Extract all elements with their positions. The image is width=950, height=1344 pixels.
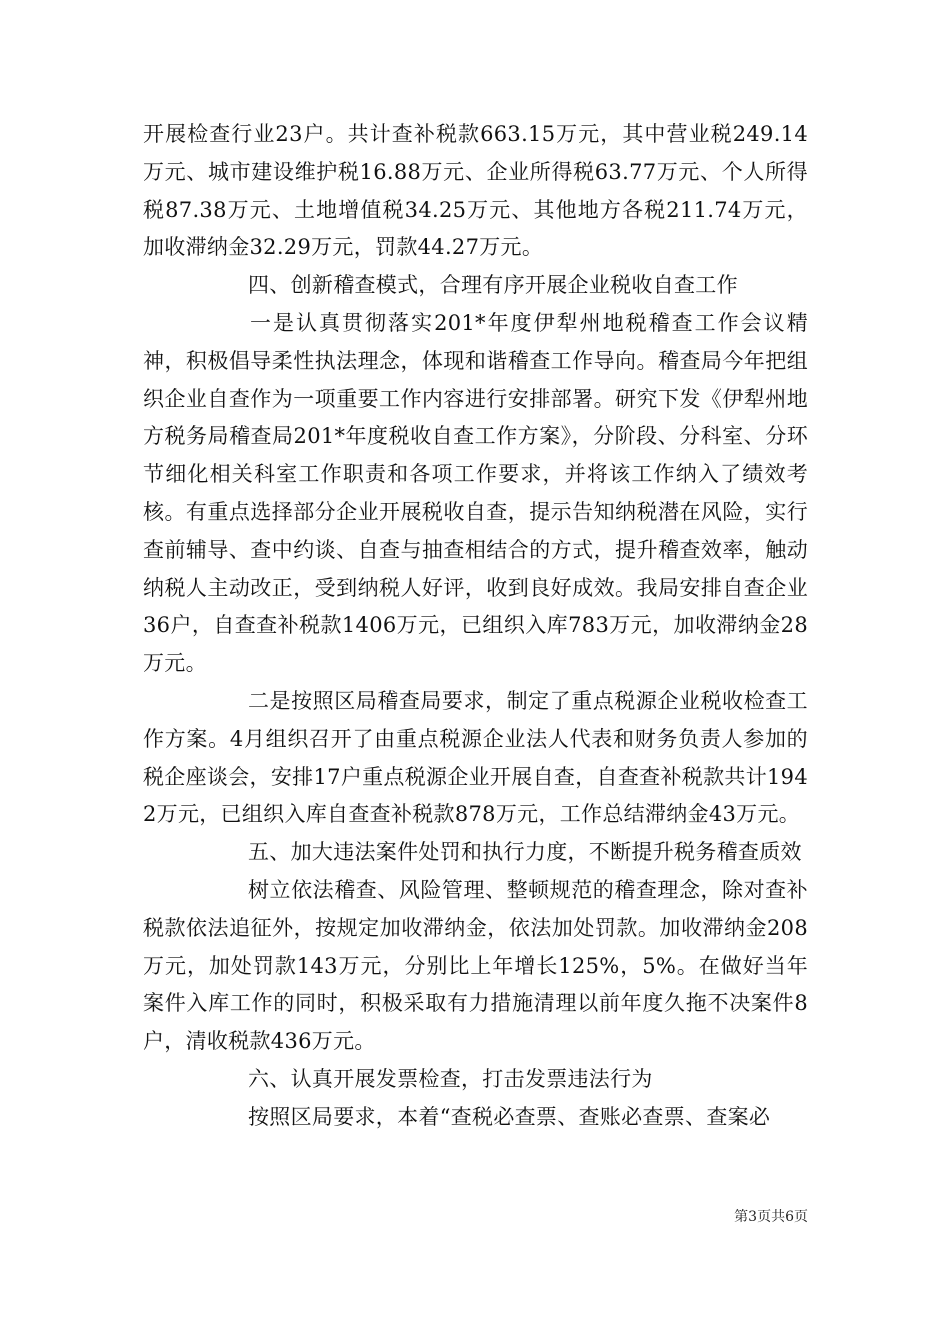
section-heading-4: 四、创新稽查模式，合理有序开展企业税收自查工作: [248, 273, 738, 298]
paragraph-self-inspection-1: 一是认真贯彻落实201*年度伊犁州地税稽查工作会议精神，积极倡导柔性执法理念，体现和谐稽查工作导向。稽查局今年把组织企业自查作为一项重要工作内容进行安排部署。研究下发《伊犁州地方税务局稽查局201*年度税收自查工作方案》，分阶段、分科室、分环节细化相关科室工作职责和各项工作要求，并将该工作纳入了绩效考核。有重点选择部分企业开展税收自查，提示告知纳税潜在风险，实行查前辅导、查中约谈、自查与抽查相结合的方式，提升稽查效率，触动纳税人主动改正，受到纳税人好评，收到良好成效。我局安排自查企业36户，自查查补税款1406万元，已组织入库783万元，加收滞纳金28万元。: [143, 310, 808, 676]
section-heading-6: 六、认真开展发票检查，打击发票违法行为: [248, 1066, 653, 1091]
paragraph-penalties: 树立依法稽查、风险管理、整顿规范的稽查理念，除对查补税款依法追征外，按规定加收滞纳金，依法加处罚款。加收滞纳金208万元，加处罚款143万元，分别比上年增长125%，5%。在做好当年案件入库工作的同时，积极采取有力措施清理以前年度久拖不决案件8户，清收税款436万元。: [143, 877, 808, 1054]
page-number-footer: 第3页共6页: [734, 1209, 808, 1225]
paragraph-invoice-inspection: 按照区局要求，本着“查税必查票、查账必查票、查案必: [248, 1104, 771, 1129]
section-heading-5: 五、加大违法案件处罚和执行力度，不断提升税务稽查质效: [248, 840, 802, 865]
paragraph-inspection-summary: 开展检查行业23户。共计查补税款663.15万元，其中营业税249.14万元、城市建设维护税16.88万元、企业所得税63.77万元、个人所得税87.38万元、土地增值税34.25万元、其他地方各税211.74万元，加收滞纳金32.29万元，罚款44.27万元。: [143, 122, 808, 260]
paragraph-self-inspection-2: 二是按照区局稽查局要求，制定了重点税源企业税收检查工作方案。4月组织召开了由重点税源企业法人代表和财务负责人参加的税企座谈会，安排17户重点税源企业开展自查，自查查补税款共计1942万元，已组织入库自查查补税款878万元，工作总结滞纳金43万元。: [143, 688, 808, 827]
document-body: [143, 116, 808, 1137]
